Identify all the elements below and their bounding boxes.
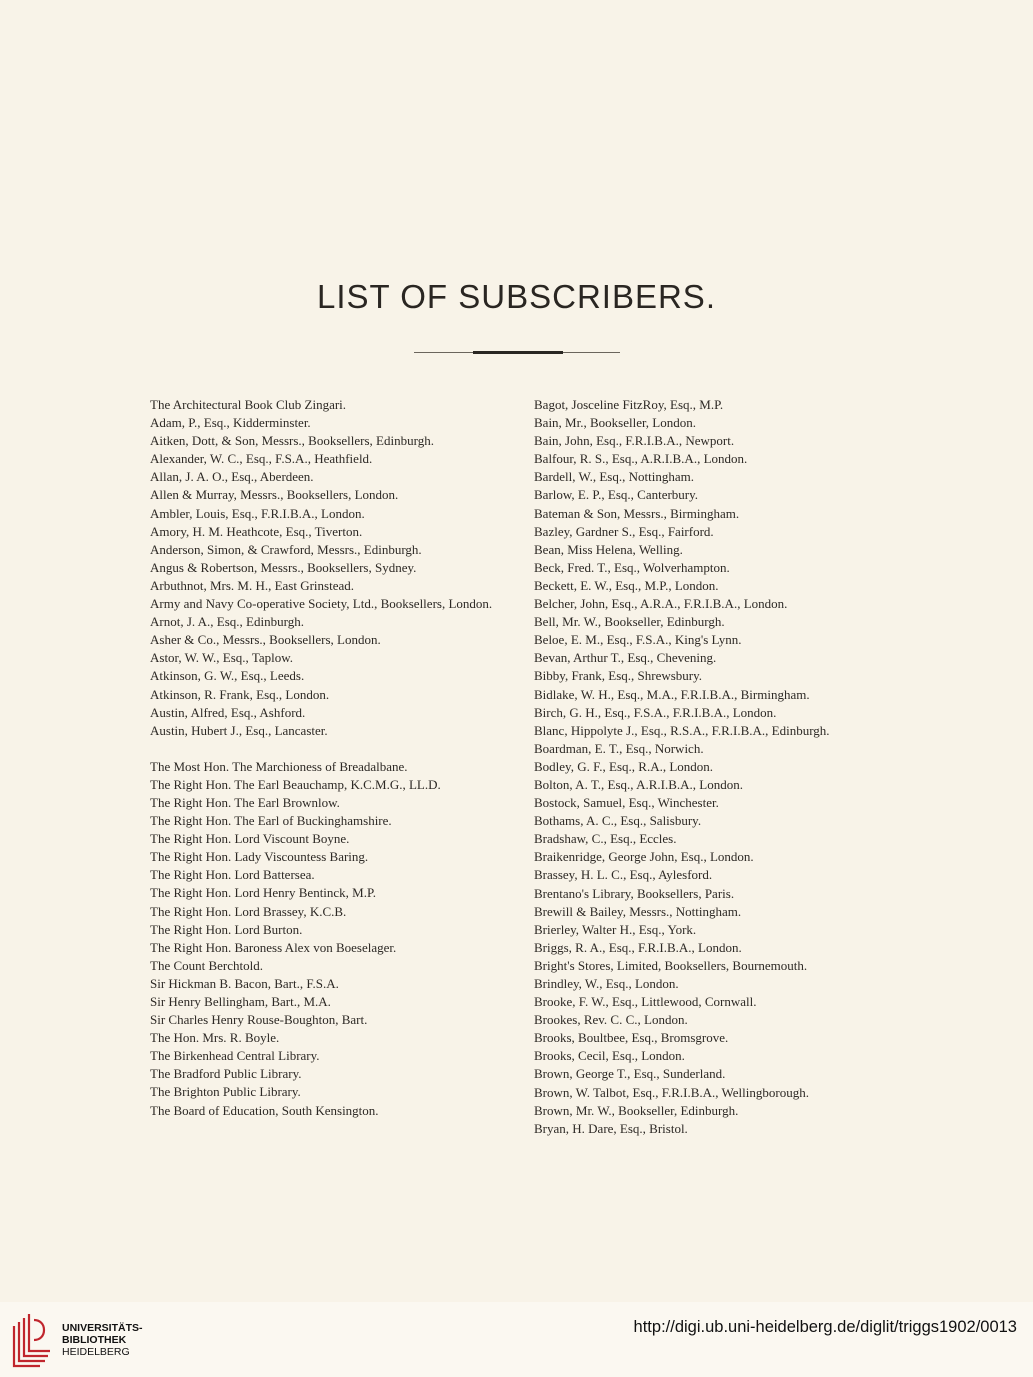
- subscriber-entry: Bryan, H. Dare, Esq., Bristol.: [534, 1120, 688, 1136]
- subscriber-entry: Belcher, John, Esq., A.R.A., F.R.I.B.A., London.: [534, 596, 788, 612]
- subscriber-entry: Arnot, J. A., Esq., Edinburgh.: [150, 614, 304, 630]
- subscriber-entry: Atkinson, R. Frank, Esq., London.: [150, 686, 330, 702]
- subscriber-entry: The Right Hon. The Earl Brownlow.: [150, 794, 340, 810]
- subscriber-entry: Brown, W. Talbot, Esq., F.R.I.B.A., Wellingborough.: [534, 1084, 809, 1100]
- subscriber-entry: Army and Navy Co-operative Society, Ltd., Booksellers, London.: [150, 596, 493, 612]
- subscriber-entry: Bradshaw, C., Esq., Eccles.: [534, 831, 677, 847]
- subscriber-entry: Braikenridge, George John, Esq., London.: [534, 849, 754, 865]
- subscriber-entry: Bean, Miss Helena, Welling.: [534, 541, 683, 557]
- title-divider-center: [473, 351, 563, 354]
- subscriber-entry: Beck, Fred. T., Esq., Wolverhampton.: [534, 559, 730, 575]
- subscriber-entry: The Right Hon. Lord Viscount Boyne.: [150, 831, 350, 847]
- page-title: LIST OF SUBSCRIBERS.: [317, 278, 716, 315]
- subscriber-entry: Allan, J. A. O., Esq., Aberdeen.: [150, 469, 314, 485]
- library-logo-icon: [10, 1312, 52, 1370]
- subscriber-entry: Brindley, W., Esq., London.: [534, 976, 679, 991]
- subscriber-entry: Boardman, E. T., Esq., Norwich.: [534, 740, 704, 756]
- subscriber-entry: The Right Hon. The Earl Beauchamp, K.C.M.G., LL.D.: [150, 776, 441, 792]
- subscriber-entry: Bell, Mr. W., Bookseller, Edinburgh.: [534, 614, 725, 630]
- subscriber-entry: Brewill & Bailey, Messrs., Nottingham.: [534, 903, 742, 919]
- subscriber-entry: The Bradford Public Library.: [150, 1066, 302, 1082]
- section-gap: [150, 740, 512, 758]
- subscriber-list-right: [534, 396, 894, 1138]
- subscriber-entry: Briggs, R. A., Esq., F.R.I.B.A., London.: [534, 939, 742, 955]
- subscriber-entry: The Board of Education, South Kensington.: [150, 1102, 379, 1118]
- source-url[interactable]: http://digi.ub.uni-heidelberg.de/diglit/triggs1902/0013: [633, 1318, 1017, 1336]
- subscriber-entry: Bardell, W., Esq., Nottingham.: [534, 469, 694, 485]
- subscriber-entry: Birch, G. H., Esq., F.S.A., F.R.I.B.A., London.: [534, 704, 777, 720]
- subscriber-entry: Sir Charles Henry Rouse-Boughton, Bart.: [150, 1012, 368, 1028]
- subscriber-entry: Arbuthnot, Mrs. M. H., East Grinstead.: [150, 577, 355, 593]
- subscriber-entry: The Right Hon. Lady Viscountess Baring.: [150, 849, 369, 865]
- subscriber-entry: Brooks, Boultbee, Esq., Bromsgrove.: [534, 1030, 729, 1046]
- subscriber-entry: Ambler, Louis, Esq., F.R.I.B.A., London.: [150, 505, 365, 521]
- subscriber-entry: Bidlake, W. H., Esq., M.A., F.R.I.B.A., Birmingham.: [534, 686, 810, 702]
- subscriber-entry: Bothams, A. C., Esq., Salisbury.: [534, 813, 702, 829]
- subscriber-entry: The Birkenhead Central Library.: [150, 1048, 320, 1064]
- library-name-line-1: UNIVERSITÄTS-: [62, 1322, 143, 1334]
- subscriber-entry: Blanc, Hippolyte J., Esq., R.S.A., F.R.I.B.A., Edinburgh.: [534, 722, 830, 738]
- subscriber-entry: Angus & Robertson, Messrs., Booksellers, Sydney.: [150, 559, 417, 575]
- subscriber-entry: The Count Berchtold.: [150, 957, 264, 973]
- subscriber-entry: Astor, W. W., Esq., Taplow.: [150, 650, 294, 666]
- subscriber-entry: Austin, Alfred, Esq., Ashford.: [150, 704, 306, 720]
- subscriber-entry: Amory, H. M. Heathcote, Esq., Tiverton.: [150, 523, 363, 539]
- subscriber-entry: Brassey, H. L. C., Esq., Aylesford.: [534, 867, 713, 883]
- subscriber-entry: Brooke, F. W., Esq., Littlewood, Cornwall.: [534, 994, 757, 1010]
- subscriber-entry: The Architectural Book Club Zingari.: [150, 397, 347, 412]
- subscriber-entry: The Most Hon. The Marchioness of Breadalbane.: [150, 758, 408, 774]
- subscriber-entry: The Right Hon. Lord Henry Bentinck, M.P.: [150, 885, 377, 901]
- subscriber-entry: Alexander, W. C., Esq., F.S.A., Heathfield.: [150, 451, 373, 467]
- subscriber-list-left: [150, 396, 512, 1120]
- subscriber-entry: Brentano's Library, Booksellers, Paris.: [534, 885, 735, 901]
- subscriber-entry: Adam, P., Esq., Kidderminster.: [150, 415, 311, 431]
- subscriber-entry: Beloe, E. M., Esq., F.S.A., King's Lynn.: [534, 632, 742, 648]
- subscriber-entry: Bain, Mr., Bookseller, London.: [534, 415, 696, 431]
- subscriber-entry: The Right Hon. The Earl of Buckinghamshire.: [150, 813, 392, 829]
- subscriber-entry: The Right Hon. Lord Battersea.: [150, 867, 315, 883]
- subscriber-entry: Asher & Co., Messrs., Booksellers, London.: [150, 632, 381, 648]
- subscriber-entry: Barlow, E. P., Esq., Canterbury.: [534, 487, 699, 503]
- digitization-footer: [0, 1302, 1033, 1377]
- subscriber-entry: Bright's Stores, Limited, Booksellers, Bournemouth.: [534, 957, 808, 973]
- subscriber-entry: Bolton, A. T., Esq., A.R.I.B.A., London.: [534, 776, 743, 792]
- subscriber-entry: Bodley, G. F., Esq., R.A., London.: [534, 758, 714, 774]
- subscriber-entry: Brooks, Cecil, Esq., London.: [534, 1048, 685, 1064]
- subscriber-entry: Aitken, Dott, & Son, Messrs., Booksellers, Edinburgh.: [150, 433, 434, 449]
- subscriber-entry: Beckett, E. W., Esq., M.P., London.: [534, 577, 719, 593]
- subscriber-entry: Bagot, Josceline FitzRoy, Esq., M.P.: [534, 397, 724, 412]
- subscriber-entry: Bevan, Arthur T., Esq., Chevening.: [534, 650, 717, 666]
- subscriber-entry: Bazley, Gardner S., Esq., Fairford.: [534, 523, 714, 539]
- subscriber-entry: Bostock, Samuel, Esq., Winchester.: [534, 795, 719, 811]
- subscriber-entry: Austin, Hubert J., Esq., Lancaster.: [150, 722, 328, 738]
- subscriber-entry: The Right Hon. Lord Burton.: [150, 921, 303, 937]
- subscriber-entry: Brown, George T., Esq., Sunderland.: [534, 1066, 726, 1082]
- library-name-line-3: HEIDELBERG: [62, 1346, 130, 1358]
- subscriber-entry: Bateman & Son, Messrs., Birmingham.: [534, 505, 740, 521]
- subscriber-entry: Sir Hickman B. Bacon, Bart., F.S.A.: [150, 975, 339, 991]
- subscriber-entry: The Right Hon. Baroness Alex von Boeselager.: [150, 939, 397, 955]
- subscriber-entry: Brierley, Walter H., Esq., York.: [534, 921, 697, 937]
- subscriber-entry: The Hon. Mrs. R. Boyle.: [150, 1030, 280, 1046]
- subscriber-entry: The Brighton Public Library.: [150, 1084, 301, 1100]
- subscriber-entry: Bibby, Frank, Esq., Shrewsbury.: [534, 668, 703, 684]
- subscriber-entry: Brown, Mr. W., Bookseller, Edinburgh.: [534, 1102, 739, 1118]
- subscriber-entry: Atkinson, G. W., Esq., Leeds.: [150, 668, 305, 684]
- subscriber-entry: Anderson, Simon, & Crawford, Messrs., Edinburgh.: [150, 541, 422, 557]
- subscriber-entry: Balfour, R. S., Esq., A.R.I.B.A., London.: [534, 451, 748, 467]
- subscriber-entry: Brookes, Rev. C. C., London.: [534, 1012, 688, 1028]
- subscriber-entry: Allen & Murray, Messrs., Booksellers, London.: [150, 487, 399, 503]
- library-name-line-2: BIBLIOTHEK: [62, 1334, 127, 1346]
- library-name: [62, 1322, 143, 1358]
- subscriber-entry: The Right Hon. Lord Brassey, K.C.B.: [150, 903, 347, 919]
- subscriber-entry: Sir Henry Bellingham, Bart., M.A.: [150, 994, 331, 1009]
- subscriber-entry: Bain, John, Esq., F.R.I.B.A., Newport.: [534, 433, 735, 449]
